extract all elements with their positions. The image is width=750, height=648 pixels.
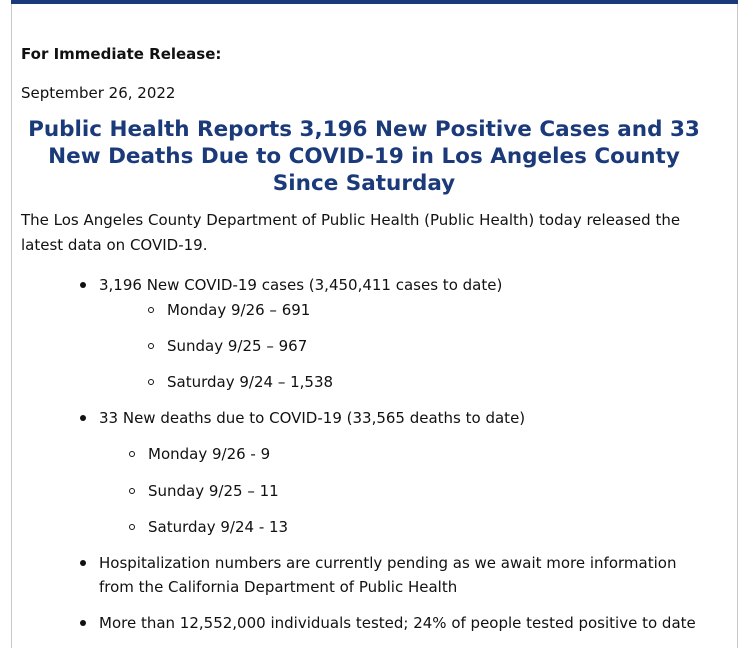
bullet-dot-icon [80, 560, 86, 566]
bullet-circle-icon [148, 307, 154, 313]
bullet-circle-icon [129, 524, 135, 530]
headline-line-2: New Deaths Due to COVID-19 in Los Angeles County [48, 144, 680, 169]
sub-item-deaths-sunday: Sunday 9/25 – 11 [148, 479, 279, 503]
intro-paragraph [21, 208, 707, 258]
intro-line-2: latest data on COVID-19. [21, 236, 208, 254]
release-label: For Immediate Release: [21, 45, 222, 63]
bullet-circle-icon [148, 379, 154, 385]
sub-item-cases-sunday: Sunday 9/25 – 967 [167, 334, 307, 358]
bullet-circle-icon [148, 343, 154, 349]
list-item-hospitalization: Hospitalization numbers are currently pending as we await more information from the California Department of Public Health [99, 551, 676, 599]
headline-line-1: Public Health Reports 3,196 New Positive Cases and 33 [28, 117, 700, 142]
headline-line-3: Since Saturday [272, 171, 456, 196]
bullet-circle-icon [129, 488, 135, 494]
bullet-dot-icon [80, 415, 86, 421]
list-item-testing: More than 12,552,000 individuals tested; 24% of people tested positive to date [99, 611, 696, 635]
sub-item-cases-saturday: Saturday 9/24 – 1,538 [167, 370, 333, 394]
bullet-circle-icon [129, 451, 135, 457]
list-item-cases [99, 273, 502, 297]
intro-line-1: The Los Angeles County Department of Public Health (Public Health) today released the [21, 211, 681, 229]
release-date: September 26, 2022 [21, 84, 176, 102]
sub-item-deaths-saturday: Saturday 9/24 - 13 [148, 515, 288, 539]
deaths-text: 33 New deaths due to COVID-19 (33,565 deaths to date) [99, 409, 526, 427]
sub-item-cases-monday: Monday 9/26 – 691 [167, 298, 310, 322]
top-accent-bar [11, 0, 738, 4]
headline [21, 116, 707, 197]
list-item-deaths [99, 406, 525, 430]
bullet-dot-icon [80, 620, 86, 626]
sub-item-deaths-monday: Monday 9/26 - 9 [148, 442, 270, 466]
cases-text: 3,196 New COVID-19 cases (3,450,411 cases to date) [99, 276, 503, 294]
bullet-dot-icon [80, 282, 86, 288]
